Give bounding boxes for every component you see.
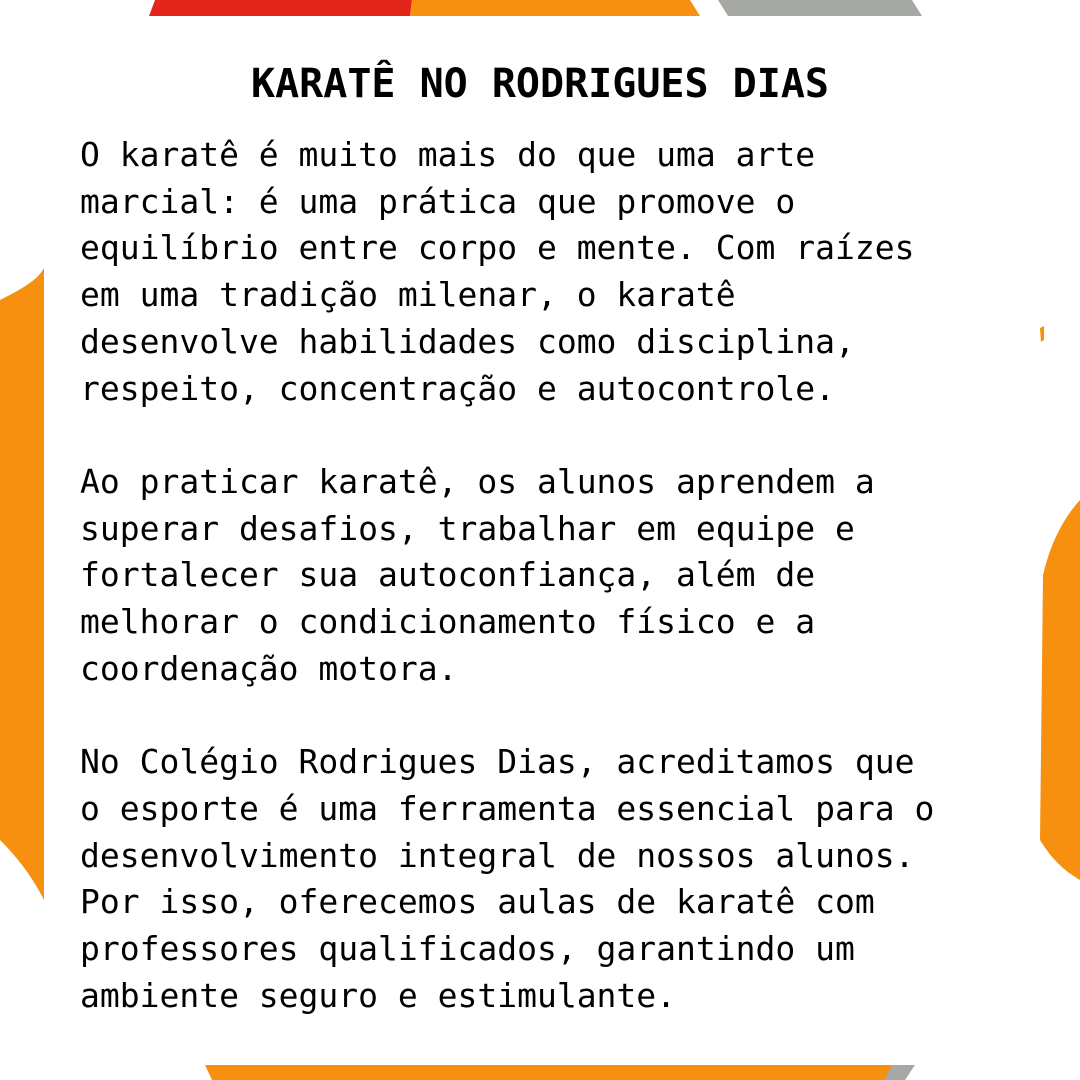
top-gray-stroke — [718, 0, 922, 16]
right-orange-sliver — [1040, 326, 1044, 342]
top-orange-stroke — [410, 0, 700, 16]
body-text — [80, 132, 1040, 1066]
page-title: KARATÊ NO RODRIGUES DIAS — [251, 61, 829, 107]
paragraph-school: No Colégio Rodrigues Dias, acreditamos que o esporte é uma ferramenta essencial para o desenvolvimento integral de nossos alunos. Por isso, oferecemos aulas de karatê com professores qualificados, garantindo um ambiente seguro e estimulante. — [80, 742, 935, 1015]
bottom-orange-stroke — [205, 1065, 895, 1080]
top-red-stroke — [149, 0, 412, 16]
paragraph-intro: O karatê é muito mais do que uma arte marcial: é uma prática que promove o equilíbrio entre corpo e mente. Com raízes em uma tradição milenar, o karatê desenvolve habilidades como disciplina, respeito, concentração e autocontrole. — [80, 135, 915, 408]
paragraph-benefits: Ao praticar karatê, os alunos aprendem a superar desafios, trabalhar em equipe e fortalecer sua autoconfiança, além de melhorar o condicionamento físico e a coordenação motora. — [80, 461, 875, 688]
